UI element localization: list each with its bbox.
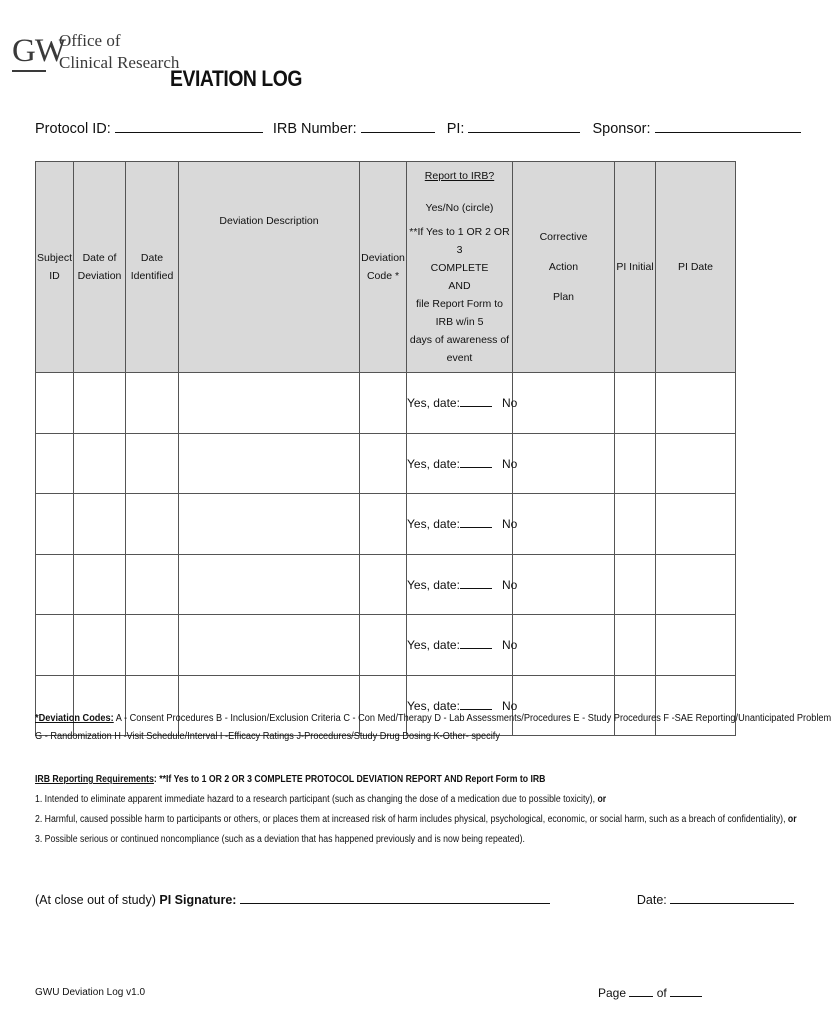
irb-header-line4: COMPLETE <box>430 262 489 274</box>
cell-date-of-deviation[interactable] <box>74 615 126 676</box>
cell-deviation-description[interactable] <box>179 433 360 494</box>
header-deviation-description: Deviation Description <box>179 162 360 373</box>
table-header-row <box>36 162 736 373</box>
cell-date-identified[interactable] <box>126 494 179 555</box>
no-label: No <box>501 396 518 411</box>
no-label: No <box>501 698 518 713</box>
header-date-identified: Date Identified <box>126 162 179 373</box>
sponsor-label: Sponsor: <box>592 121 651 137</box>
cell-date-identified[interactable] <box>126 373 179 434</box>
cell-corrective-action[interactable] <box>513 373 615 434</box>
table-row <box>36 494 736 555</box>
irb-header-line6: file Report Form to IRB w/in 5 <box>416 298 503 328</box>
table-row <box>36 554 736 615</box>
cell-pi-date[interactable] <box>656 373 736 434</box>
requirement-item-2: 2. Harmful, caused possible harm to participants or others, or places them at increased risk of harm includes physical, psychological, economic, or social harm, such as a breach of confidentiality), <box>35 814 786 825</box>
cell-report-to-irb[interactable] <box>407 494 518 555</box>
cell-deviation-code[interactable] <box>360 615 407 676</box>
codes-line2: G - Randomization H -Visit Schedule/Interval I -Efficacy Ratings J-Procedures/Study Drug Dosing K-Other- specify <box>35 731 500 742</box>
document-title: EVIATION LOG <box>170 66 303 91</box>
page-number-field[interactable] <box>629 984 653 997</box>
requirement-item-3: 3. Possible serious or continued noncompliance (such as a deviation that has happened previously and is now being repeated). <box>35 834 525 845</box>
no-label: No <box>501 577 518 592</box>
signature-date-label: Date: <box>636 893 667 907</box>
date-blank <box>460 577 492 589</box>
cell-subject-id[interactable] <box>36 615 74 676</box>
cell-date-of-deviation[interactable] <box>74 554 126 615</box>
cell-deviation-description[interactable] <box>179 615 360 676</box>
irb-header-line3: **If Yes to 1 OR 2 OR 3 <box>409 226 510 256</box>
cell-report-to-irb[interactable] <box>407 373 518 434</box>
sponsor-field[interactable] <box>655 118 801 133</box>
signature-row <box>35 890 735 907</box>
no-label: No <box>501 456 518 471</box>
protocol-id-field[interactable] <box>115 118 263 133</box>
cell-deviation-description[interactable] <box>179 373 360 434</box>
cell-subject-id[interactable] <box>36 433 74 494</box>
logo-underline <box>12 70 46 72</box>
header-deviation-code: Deviation Code * <box>360 162 407 373</box>
cell-deviation-description[interactable] <box>179 494 360 555</box>
corrective-line1: Corrective <box>539 231 588 243</box>
cell-pi-date[interactable] <box>656 494 736 555</box>
deviation-log-table <box>35 161 736 736</box>
cell-pi-date[interactable] <box>656 615 736 676</box>
signature-prefix: (At close out of study) <box>35 893 160 907</box>
yes-date-label: Yes, date: <box>407 456 460 471</box>
cell-pi-date[interactable] <box>656 433 736 494</box>
irb-reporting-requirements <box>35 770 797 850</box>
requirement-item-1: 1. Intended to eliminate apparent immediate hazard to a research participant (such as changing the dose of a medication due to possible toxicity), <box>35 794 596 805</box>
header-subject-id: Subject ID <box>36 162 74 373</box>
date-blank <box>460 637 492 649</box>
signature-date-field[interactable] <box>670 890 794 904</box>
requirement-item-2-or: or <box>785 814 797 825</box>
requirements-heading: IRB Reporting Requirements <box>35 774 154 785</box>
yes-date-label: Yes, date: <box>407 698 460 713</box>
cell-pi-initial[interactable] <box>615 494 656 555</box>
cell-pi-initial[interactable] <box>615 373 656 434</box>
cell-corrective-action[interactable] <box>513 615 615 676</box>
cell-pi-date[interactable] <box>656 554 736 615</box>
cell-subject-id[interactable] <box>36 373 74 434</box>
header-date-of-deviation: Date of Deviation <box>74 162 126 373</box>
cell-pi-initial[interactable] <box>615 433 656 494</box>
cell-corrective-action[interactable] <box>513 494 615 555</box>
logo-mark: GW <box>12 33 65 69</box>
yes-date-label: Yes, date: <box>407 638 460 653</box>
protocol-id-label: Protocol ID: <box>35 121 111 137</box>
irb-number-label: IRB Number: <box>272 121 357 137</box>
cell-deviation-code[interactable] <box>360 494 407 555</box>
codes-line1: A - Consent Procedures B - Inclusion/Exclusion Criteria C - Con Med/Therapy D - Lab Assessments/Procedures E - Study Procedures F -SAE Reporting/Unanticipated Problem <box>113 713 831 724</box>
corrective-line3: Plan <box>552 291 574 303</box>
yes-date-label: Yes, date: <box>407 577 460 592</box>
cell-subject-id[interactable] <box>36 494 74 555</box>
pi-field[interactable] <box>468 118 580 133</box>
cell-report-to-irb[interactable] <box>407 554 518 615</box>
no-label: No <box>501 517 518 532</box>
header-pi-date: PI Date <box>656 162 736 373</box>
irb-header-line7: days of awareness of event <box>409 334 510 364</box>
table-row <box>36 615 736 676</box>
cell-date-identified[interactable] <box>126 433 179 494</box>
date-blank <box>460 698 492 710</box>
cell-deviation-code[interactable] <box>360 554 407 615</box>
date-blank <box>460 516 492 528</box>
logo-office-name <box>59 30 179 74</box>
corrective-line2: Action <box>548 261 579 273</box>
logo-office-line1: Office of <box>59 31 121 50</box>
footer-version: GWU Deviation Log v1.0 <box>35 987 146 998</box>
cell-corrective-action[interactable] <box>513 433 615 494</box>
irb-header-line2: Yes/No (circle) <box>425 202 494 214</box>
yes-date-label: Yes, date: <box>407 396 460 411</box>
cell-pi-initial[interactable] <box>615 615 656 676</box>
table-row <box>36 373 736 434</box>
irb-number-field[interactable] <box>361 118 435 133</box>
codes-heading: *Deviation Codes: <box>35 713 114 724</box>
cell-date-of-deviation[interactable] <box>74 494 126 555</box>
requirements-heading-rest: : **If Yes to 1 OR 2 OR 3 COMPLETE PROTOCOL DEVIATION REPORT AND Report Form to IRB <box>153 774 546 785</box>
irb-header-line1: Report to IRB? <box>424 170 495 182</box>
requirement-item-1-or: or <box>595 794 607 805</box>
cell-pi-initial[interactable] <box>615 554 656 615</box>
logo-office-line2: Clinical Research <box>59 53 180 72</box>
cell-deviation-description[interactable] <box>179 554 360 615</box>
no-label: No <box>501 638 518 653</box>
cell-report-to-irb[interactable] <box>407 615 518 676</box>
protocol-info-row <box>35 118 735 140</box>
pi-signature-field[interactable] <box>240 890 550 904</box>
page-label: Page <box>598 986 627 1000</box>
pi-signature-label: PI Signature: <box>159 893 237 907</box>
cell-date-of-deviation[interactable] <box>74 433 126 494</box>
yes-date-label: Yes, date: <box>407 517 460 532</box>
cell-deviation-code[interactable] <box>360 433 407 494</box>
pi-label: PI: <box>446 121 465 137</box>
gw-logo <box>12 30 180 82</box>
of-label: of <box>656 986 667 1000</box>
page-total-field[interactable] <box>670 984 702 997</box>
cell-date-identified[interactable] <box>126 554 179 615</box>
cell-date-identified[interactable] <box>126 615 179 676</box>
cell-deviation-code[interactable] <box>360 373 407 434</box>
date-blank <box>460 456 492 468</box>
header-report-to-irb <box>407 162 513 373</box>
table-row <box>36 433 736 494</box>
header-pi-initial: PI Initial <box>615 162 656 373</box>
cell-corrective-action[interactable] <box>513 554 615 615</box>
header-corrective-action-plan <box>513 162 615 373</box>
deviation-codes-legend <box>35 710 831 746</box>
footer-page-number <box>598 984 702 1000</box>
cell-subject-id[interactable] <box>36 554 74 615</box>
cell-date-of-deviation[interactable] <box>74 373 126 434</box>
cell-report-to-irb[interactable] <box>407 433 518 494</box>
date-blank <box>460 395 492 407</box>
irb-header-line5: AND <box>448 280 471 292</box>
